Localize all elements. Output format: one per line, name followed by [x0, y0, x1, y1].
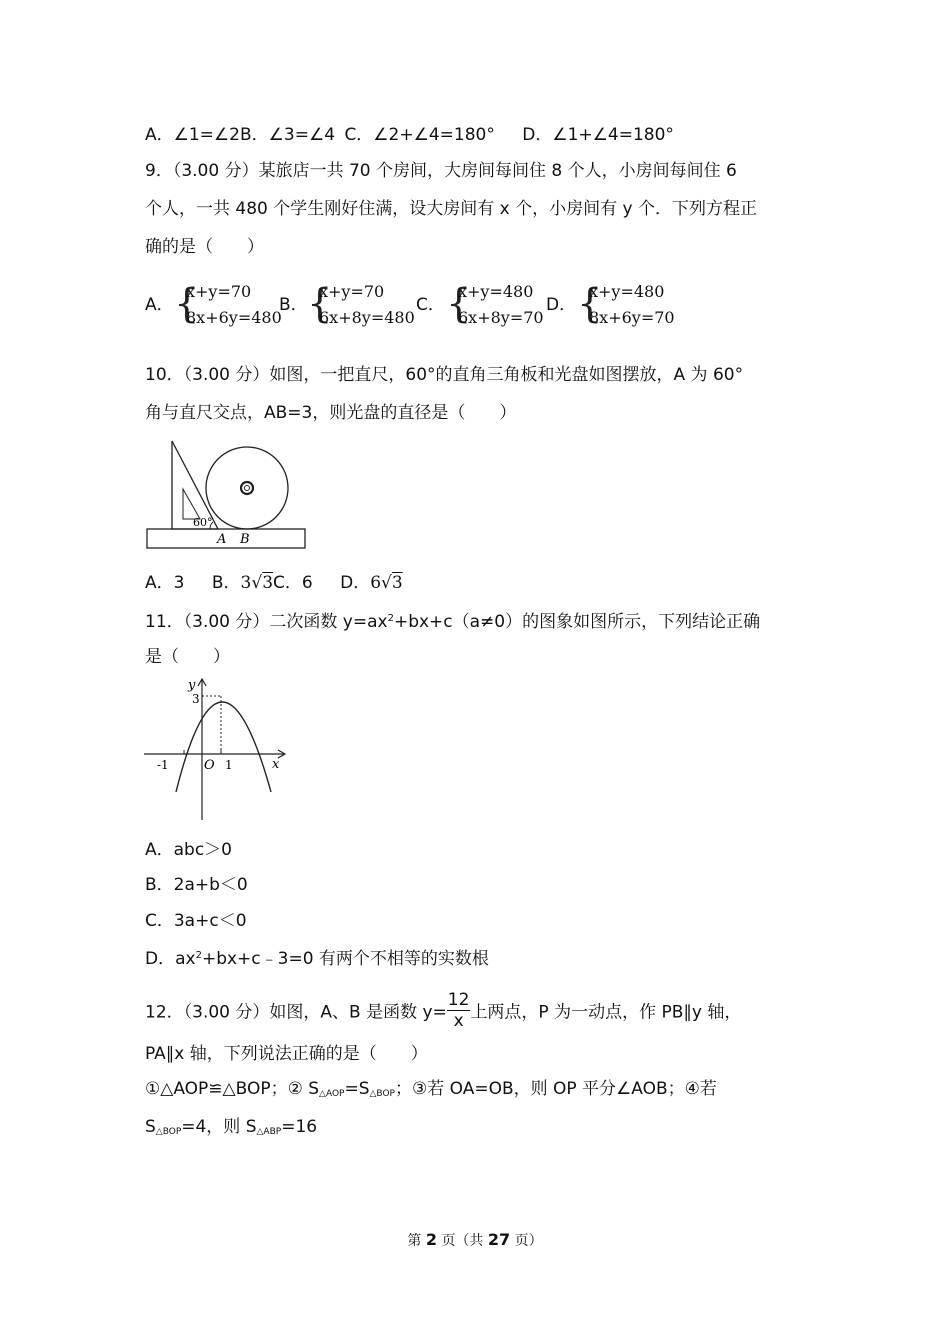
q12-frac-den: x [453, 1011, 464, 1031]
parabola-curve [176, 702, 271, 792]
q12-l3-c: ；③若 OA=OB，则 OP 平分∠AOB；④若 [394, 1079, 717, 1099]
q9-label-d: D． [546, 295, 577, 315]
q11-line1-sup: 2 [387, 613, 394, 624]
q11-line1-pre: 11．（3.00 分）二次函数 y=ax [145, 612, 388, 632]
q12-l4-c: =16 [281, 1117, 318, 1137]
q9-b-eq2: 6x+8y=480 [319, 308, 415, 327]
q12-l4-b: =4，则 S [181, 1117, 257, 1137]
q9-b-eq1: x+y=70 [319, 282, 385, 301]
fig-label-1: 1 [225, 758, 233, 772]
footer-mid: 页（共 [441, 1233, 484, 1249]
fig-label-3: 3 [192, 692, 200, 706]
fig-label-x: x [272, 757, 280, 772]
q11-option-d [145, 945, 489, 970]
q12-l3-sub1: △AOP [319, 1089, 345, 1099]
q11-d-sup: 2 [195, 950, 202, 961]
brace-icon: { [446, 281, 472, 327]
q9-d-eq2: 8x+6y=70 [589, 308, 675, 327]
footer-page-number: 2 [425, 1230, 437, 1249]
footer-post: 页） [514, 1233, 543, 1249]
brace-icon: { [577, 281, 603, 327]
q12-l4-sub2: △ABP [256, 1127, 282, 1137]
q12-l3-sub2: △BOP [369, 1089, 395, 1099]
q10-option-d-label: D． [340, 573, 371, 593]
q9-c-eq2: 6x+8y=70 [458, 308, 544, 327]
q8-option-d: D．∠1+∠4=180° [522, 125, 674, 145]
q10-b-coef: 3 [240, 573, 252, 593]
q9-a-eq1: x+y=70 [186, 282, 252, 301]
q9-label-b: B． [279, 295, 308, 315]
q10-option-c: C．6 [273, 573, 313, 593]
q9-d-eq1: x+y=480 [589, 282, 665, 301]
set-square-hole [183, 489, 200, 519]
q12-line-4 [145, 1116, 317, 1143]
q10-option-a: A．3 [145, 573, 185, 593]
q9-label-c: C． [416, 295, 445, 315]
q12-line-3 [145, 1078, 717, 1105]
disc-outer [206, 447, 288, 529]
q10-options [145, 572, 403, 594]
q11-line1-post: +bx+c（a≠0）的图象如图所示，下列结论正确 [393, 612, 761, 632]
q8-option-c: C．∠2+∠4=180° [344, 125, 495, 145]
q8-options [145, 124, 674, 146]
disc-center [245, 486, 250, 491]
q10-d-coef: 6 [370, 573, 382, 593]
q11-figure [140, 670, 292, 825]
fig-label-minus-1: -1 [157, 758, 169, 772]
q8-option-a: A．∠1=∠2 [145, 125, 240, 145]
fig-angle-label: 60° [193, 516, 213, 529]
brace-icon: { [307, 281, 333, 327]
q10-option-b-value: 3√3 [240, 573, 274, 593]
q12-line1-pre: 12．（3.00 分）如图，A、B 是函数 y= [145, 1002, 447, 1023]
page-footer [0, 1230, 950, 1250]
q9-label-a: A． [145, 295, 174, 315]
q12-line-1 [145, 992, 741, 1033]
q10-option-d-value: 6√3 [370, 573, 403, 593]
fig-point-a: A [217, 532, 227, 547]
q12-fraction [447, 990, 471, 1031]
q9-line-3: 确的是（ ） [145, 237, 264, 257]
fig-point-b: B [240, 532, 250, 547]
q12-line-2: PA∥x 轴，下列说法正确的是（ ） [145, 1044, 428, 1064]
q11-option-c: C．3a+c＜0 [145, 911, 247, 931]
q11-option-a: A．abc＞0 [145, 840, 233, 860]
q11-line-1 [145, 608, 760, 633]
footer-total-pages: 27 [487, 1230, 511, 1249]
q11-line-2: 是（ ） [145, 647, 230, 667]
q12-frac-num: 12 [447, 990, 470, 1010]
q9-a-eq2: 8x+6y=480 [186, 308, 282, 327]
q8-option-b: B．∠3=∠4 [240, 125, 336, 145]
q10-b-radicand: 3 [262, 573, 274, 593]
q10-d-radicand: 3 [391, 573, 403, 593]
q11-option-b: B．2a+b＜0 [145, 875, 248, 895]
q10-line-2: 角与直尺交点，AB=3，则光盘的直径是（ ） [145, 403, 517, 423]
q12-l3-b: =S [344, 1079, 370, 1099]
q9-line-2: 个人，一共 480 个学生刚好住满，设大房间有 x 个，小房间有 y 个．下列方程正 [145, 199, 757, 219]
q11-d-post: +bx+c﹣3=0 有两个不相等的实数根 [201, 949, 489, 969]
q12-l4-a: S [145, 1117, 156, 1137]
q12-l4-sub1: △BOP [155, 1127, 182, 1137]
q10-figure [140, 432, 315, 554]
brace-icon: { [174, 281, 200, 327]
q12-line1-post: 上两点，P 为一动点，作 PB∥y 轴， [470, 1002, 742, 1023]
footer-pre: 第 [407, 1233, 422, 1249]
q11-d-pre: D．ax [145, 949, 196, 969]
disc-hole [241, 482, 253, 494]
q9-line-1: 9．（3.00 分）某旅店一共 70 个房间，大房间每间住 8 个人，小房间每间住 6 [145, 161, 737, 181]
fig-label-origin: O [204, 758, 215, 773]
q12-l3-a: ①△AOP≌△BOP；② S [145, 1079, 320, 1099]
fig-label-y: y [188, 678, 196, 693]
q10-line-1: 10．（3.00 分）如图，一把直尺，60°的直角三角板和光盘如图摆放，A 为 60° [145, 365, 744, 385]
q10-option-b-label: B． [211, 573, 241, 593]
q9-c-eq1: x+y=480 [458, 282, 534, 301]
